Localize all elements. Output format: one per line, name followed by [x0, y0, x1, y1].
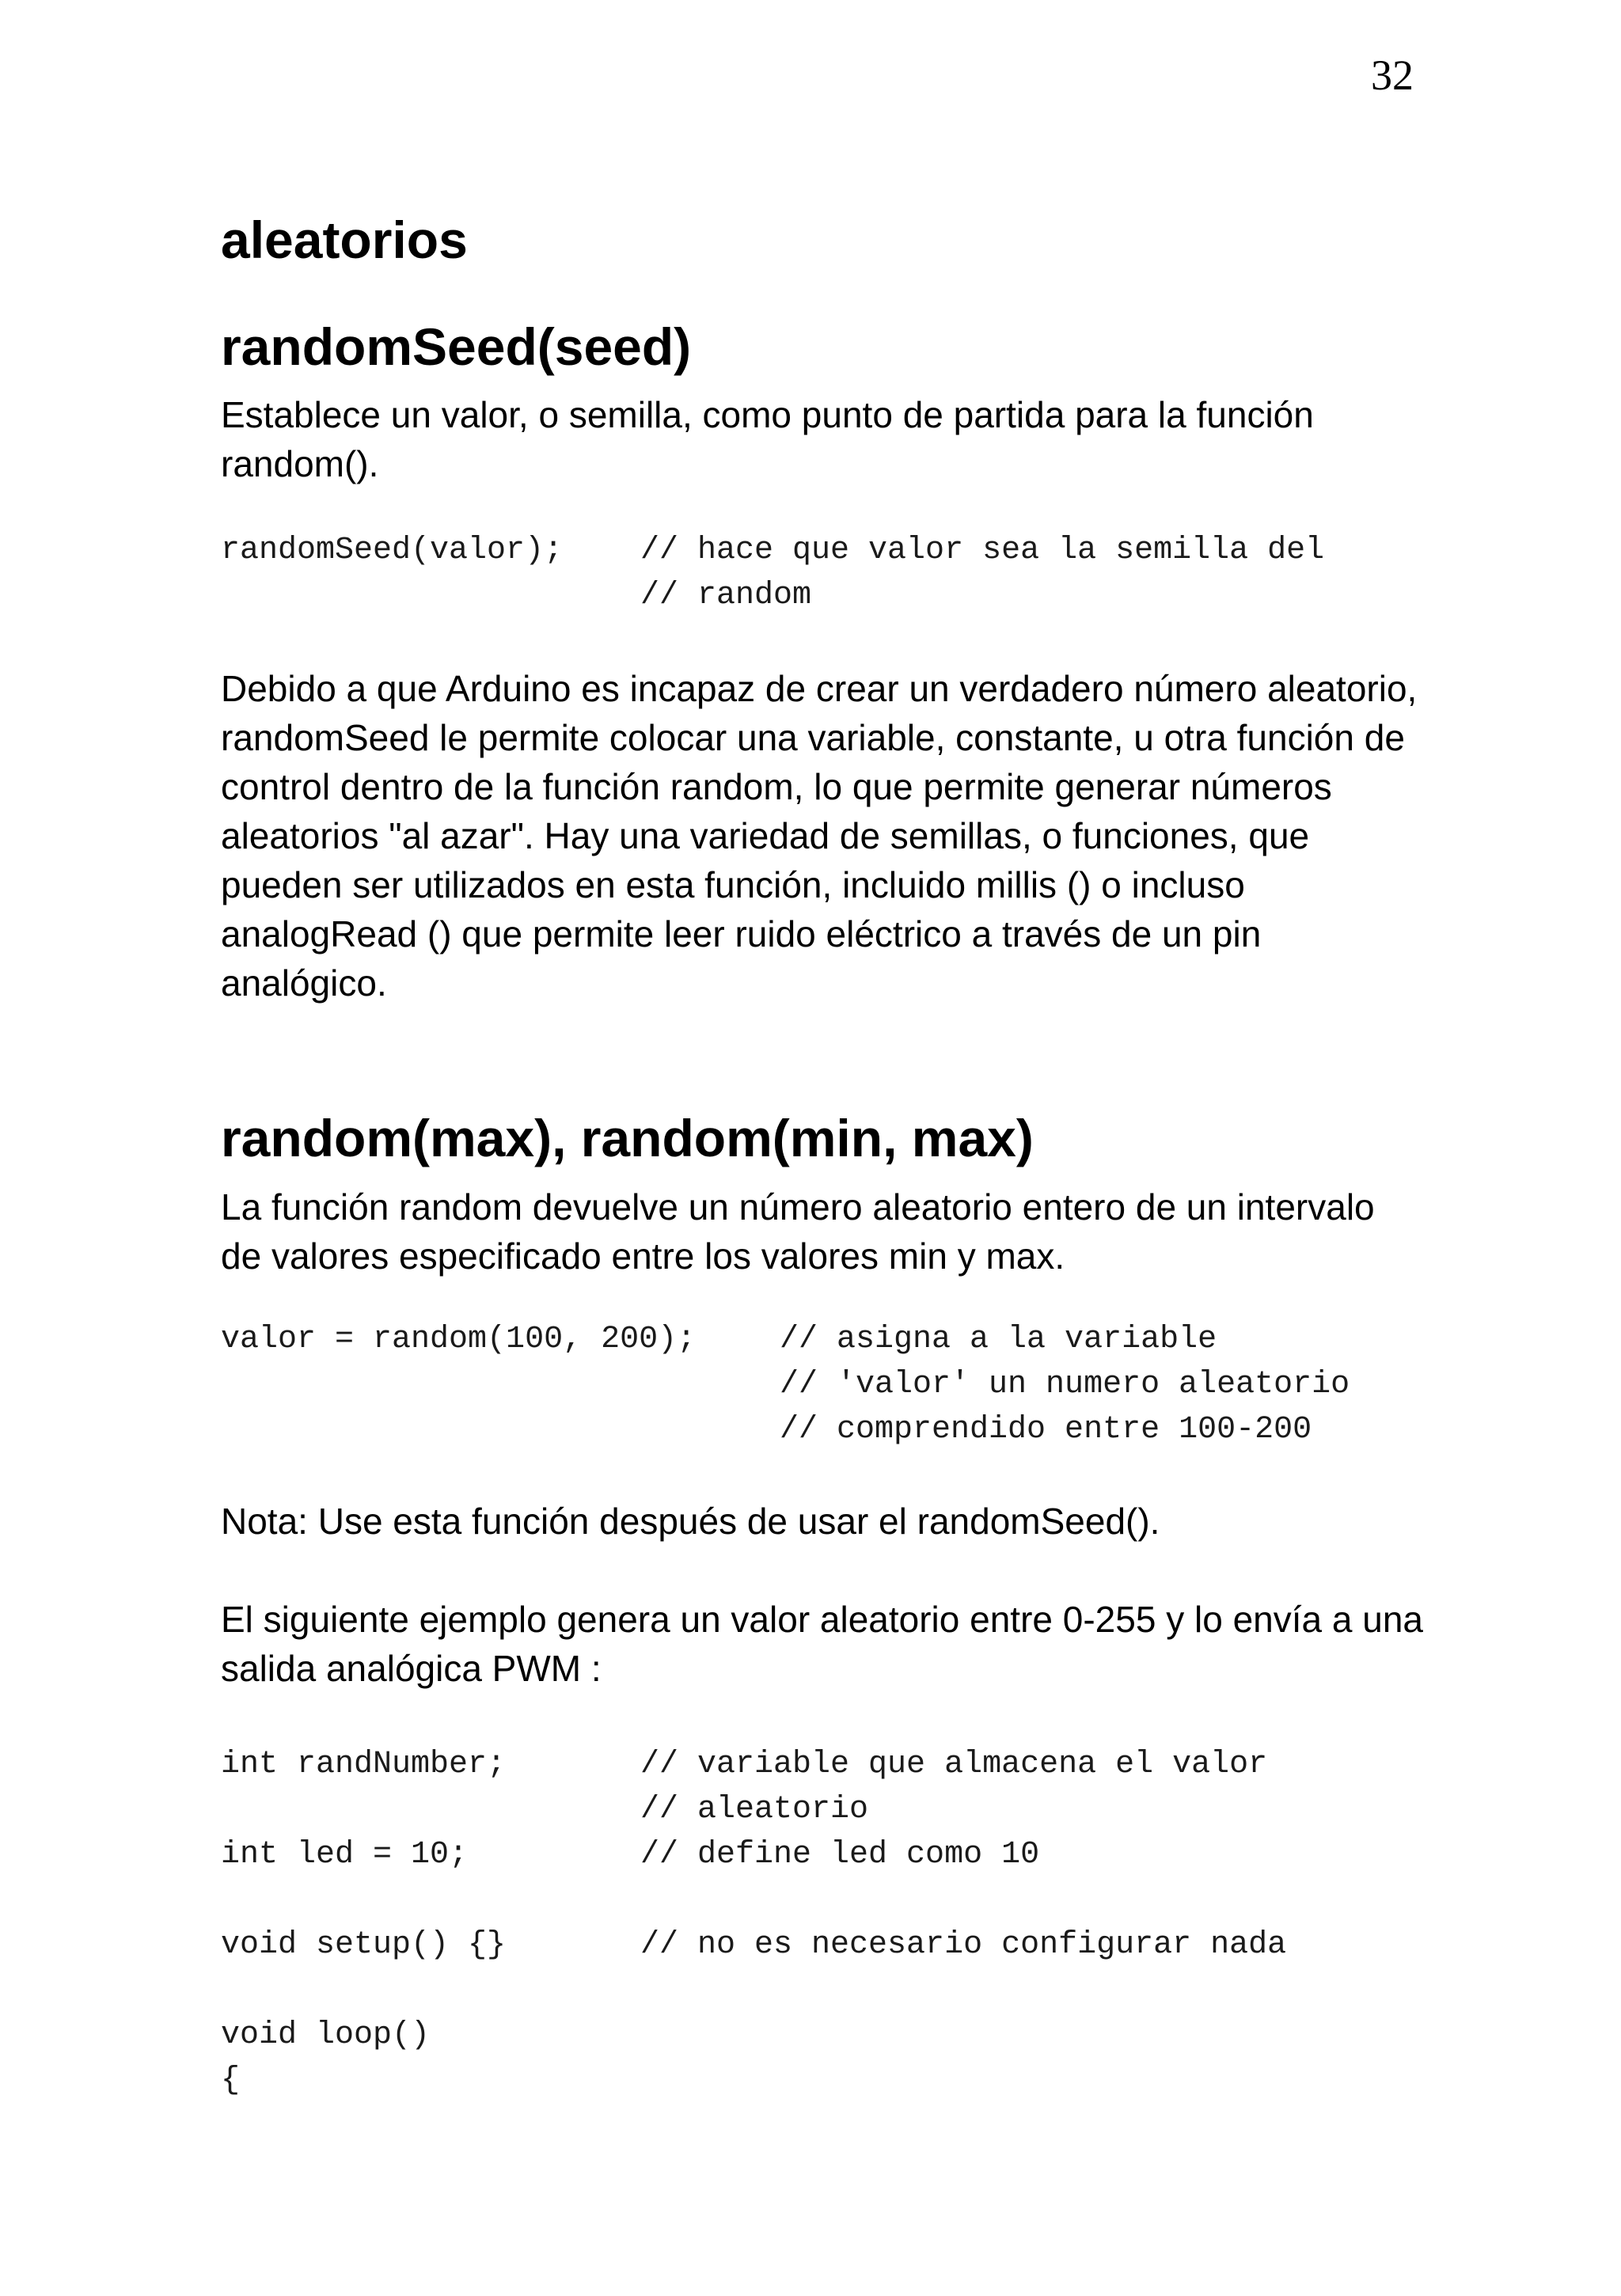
- code-comment: // variable que almacena el valor: [640, 1746, 1268, 1782]
- randomseed-title: randomSeed(seed): [221, 317, 692, 376]
- code-text: int randNumber;: [221, 1746, 507, 1782]
- code-text: valor = random(100, 200);: [221, 1321, 697, 1357]
- code-text: randomSeed(valor);: [221, 533, 564, 568]
- code-comment: // aleatorio: [640, 1791, 869, 1827]
- code-line: [221, 1832, 1424, 1877]
- code-comment: // asigna a la variable: [780, 1321, 1217, 1357]
- code-line: [221, 1787, 1424, 1832]
- code-text: [221, 1407, 780, 1452]
- section-title: aleatorios: [221, 211, 468, 269]
- code-line: [221, 1742, 1424, 1787]
- code-text: void loop(): [221, 2017, 431, 2053]
- code-line: [221, 528, 1424, 573]
- code-comment: // hace que valor sea la semilla del: [640, 533, 1325, 568]
- random-example-code-block: [221, 1742, 1424, 2103]
- code-blank-line: [221, 1877, 1424, 1922]
- code-line: [221, 2013, 1424, 2058]
- code-comment: // define led como 10: [640, 1836, 1040, 1873]
- random-code-block: [221, 1317, 1424, 1452]
- random-title: random(max), random(min, max): [221, 1109, 1034, 1167]
- code-blank-line: [221, 1968, 1424, 2013]
- code-text: [221, 573, 640, 618]
- randomseed-code-block: [221, 528, 1424, 618]
- code-text: [221, 1362, 780, 1407]
- randomseed-explanation: Debido a que Arduino es incapaz de crear un verdadero número aleatorio, randomSeed le permite colocar una variable, constante, u otra función de control dentro de la función random, lo que permite generar números aleatorios "al azar". Hay una variedad de semillas, o funciones, que pueden ser utilizados en esta función, incluido millis () o incluso analogRead () que permite leer ruido eléctrico a través de un pin analógico.: [221, 668, 1418, 1004]
- code-comment: // random: [640, 578, 812, 613]
- page-number: 32: [1371, 51, 1414, 99]
- random-note: Nota: Use esta función después de usar el randomSeed().: [221, 1500, 1160, 1542]
- code-text: int led = 10;: [221, 1836, 469, 1873]
- code-comment: // no es necesario configurar nada: [640, 1926, 1287, 1963]
- random-description: La función random devuelve un número aleatorio entero de un intervalo de valores especificado entre los valores min y max.: [221, 1186, 1375, 1277]
- code-line: [221, 1317, 1424, 1362]
- code-text: {: [221, 2062, 241, 2098]
- code-line: [221, 1922, 1424, 1968]
- code-comment: // comprendido entre 100-200: [780, 1411, 1312, 1448]
- random-example-intro: El siguiente ejemplo genera un valor aleatorio entre 0-255 y lo envía a una salida analógica PWM :: [221, 1598, 1423, 1689]
- code-text: void setup() {}: [221, 1926, 507, 1963]
- code-line: [221, 1407, 1424, 1452]
- code-text: [221, 1787, 640, 1832]
- code-comment: // 'valor' un numero aleatorio: [780, 1366, 1350, 1402]
- code-line: [221, 573, 1424, 618]
- code-line: [221, 1362, 1424, 1407]
- randomseed-description: Establece un valor, o semilla, como punto de partida para la función random().: [221, 394, 1314, 484]
- page-content: [221, 207, 1424, 2103]
- code-line: [221, 2058, 1424, 2103]
